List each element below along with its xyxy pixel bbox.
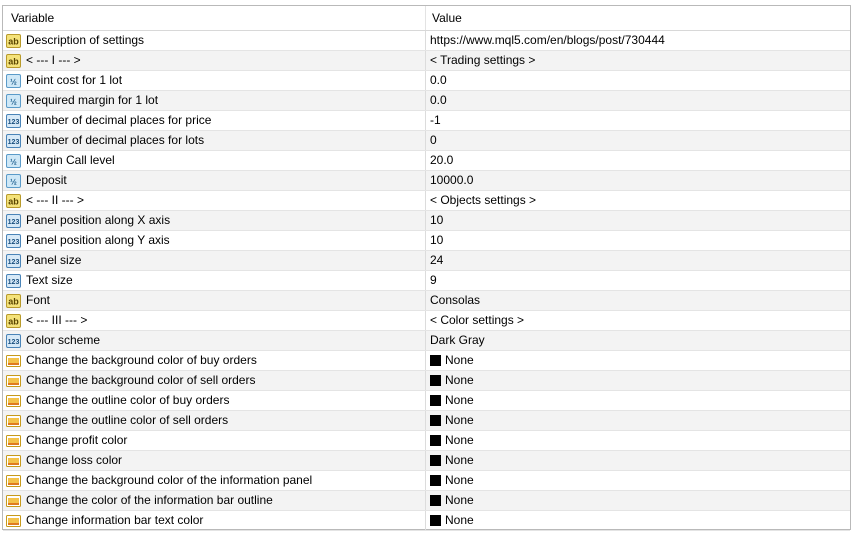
table-row[interactable] (3, 431, 850, 451)
table-row[interactable] (3, 311, 850, 331)
variable-cell[interactable] (3, 151, 426, 170)
value-text: None (445, 373, 474, 387)
variable-cell[interactable] (3, 491, 426, 510)
variable-cell[interactable] (3, 431, 426, 450)
v2-icon (6, 174, 21, 188)
variable-cell[interactable] (3, 31, 426, 50)
color-swatch[interactable] (430, 495, 441, 506)
variable-label: Panel position along X axis (26, 213, 171, 227)
variable-label: Color scheme (26, 333, 101, 347)
svg-text:½: ½ (10, 97, 17, 106)
variable-label: Change the background color of buy orders (26, 353, 257, 367)
variable-cell[interactable] (3, 451, 426, 470)
variable-cell[interactable] (3, 51, 426, 70)
value-cell[interactable] (426, 191, 850, 210)
svg-text:123: 123 (7, 138, 20, 146)
variable-label: Margin Call level (26, 153, 115, 167)
variable-cell[interactable] (3, 251, 426, 270)
grid-header (3, 6, 850, 31)
variable-label: Change information bar text color (26, 513, 204, 527)
value-cell[interactable] (426, 111, 850, 130)
ab-icon (6, 54, 21, 68)
svg-text:123: 123 (7, 278, 20, 286)
table-row[interactable] (3, 191, 850, 211)
123-icon (6, 214, 21, 228)
table-row[interactable] (3, 91, 850, 111)
column-header-value[interactable]: Value (432, 11, 462, 25)
123-icon (6, 334, 21, 348)
value-text: < Color settings > (430, 313, 525, 327)
ab-icon (6, 34, 21, 48)
value-cell[interactable] (426, 491, 850, 510)
value-cell[interactable] (426, 311, 850, 330)
variable-cell[interactable] (3, 271, 426, 290)
variable-cell[interactable] (3, 311, 426, 330)
color-icon (6, 514, 21, 528)
color-swatch[interactable] (430, 395, 441, 406)
table-row[interactable] (3, 231, 850, 251)
variable-cell[interactable] (3, 371, 426, 390)
variable-cell[interactable] (3, 131, 426, 150)
value-text: None (445, 433, 474, 447)
variable-cell[interactable] (3, 211, 426, 230)
variable-label: Panel position along Y axis (26, 233, 170, 247)
variable-cell[interactable] (3, 331, 426, 350)
variable-cell[interactable] (3, 471, 426, 490)
variable-label: < --- III --- > (26, 313, 88, 327)
value-text: 10 (430, 233, 444, 247)
value-text: 20.0 (430, 153, 454, 167)
variable-cell[interactable] (3, 391, 426, 410)
table-row[interactable] (3, 331, 850, 351)
v2-icon (6, 94, 21, 108)
value-text: None (445, 473, 474, 487)
variable-cell[interactable] (3, 91, 426, 110)
value-cell[interactable] (426, 331, 850, 350)
value-cell[interactable] (426, 511, 850, 530)
variable-label: Number of decimal places for price (26, 113, 212, 127)
variable-label: Number of decimal places for lots (26, 133, 205, 147)
123-icon (6, 114, 21, 128)
table-row[interactable] (3, 451, 850, 471)
variable-label: Font (26, 293, 51, 307)
value-cell[interactable] (426, 291, 850, 310)
svg-text:123: 123 (7, 338, 20, 346)
table-row[interactable] (3, 271, 850, 291)
value-text: None (445, 513, 474, 527)
svg-text:123: 123 (7, 118, 20, 126)
123-icon (6, 254, 21, 268)
color-icon (6, 474, 21, 488)
value-cell[interactable] (426, 51, 850, 70)
variable-label: Change the color of the information bar outline (26, 493, 273, 507)
table-row[interactable] (3, 511, 850, 531)
variable-label: Panel size (26, 253, 82, 267)
variable-label: Change the outline color of buy orders (26, 393, 230, 407)
variable-label: Required margin for 1 lot (26, 93, 159, 107)
color-swatch[interactable] (430, 515, 441, 526)
value-cell[interactable] (426, 231, 850, 250)
value-text: Consolas (430, 293, 481, 307)
color-swatch[interactable] (430, 455, 441, 466)
value-text: 0.0 (430, 93, 447, 107)
variable-cell[interactable] (3, 291, 426, 310)
variable-label: Change the outline color of sell orders (26, 413, 229, 427)
value-text: None (445, 413, 474, 427)
value-cell[interactable] (426, 31, 850, 50)
value-cell[interactable] (426, 411, 850, 430)
variable-cell[interactable] (3, 231, 426, 250)
value-text: < Trading settings > (430, 53, 536, 67)
variable-label: Change profit color (26, 433, 128, 447)
value-cell[interactable] (426, 91, 850, 110)
value-text: 9 (430, 273, 437, 287)
table-row[interactable] (3, 411, 850, 431)
variable-cell[interactable] (3, 191, 426, 210)
svg-text:123: 123 (7, 258, 20, 266)
value-cell[interactable] (426, 251, 850, 270)
value-cell[interactable] (426, 71, 850, 90)
table-row[interactable] (3, 371, 850, 391)
value-text: 24 (430, 253, 444, 267)
grid-rows (3, 31, 850, 531)
value-cell[interactable] (426, 471, 850, 490)
svg-text:ab: ab (8, 316, 19, 326)
variable-cell[interactable] (3, 71, 426, 90)
value-text: Dark Gray (430, 333, 485, 347)
table-row[interactable] (3, 131, 850, 151)
variable-label: Change the background color of the information panel (26, 473, 313, 487)
123-icon (6, 234, 21, 248)
variable-cell[interactable] (3, 411, 426, 430)
table-row[interactable] (3, 471, 850, 491)
color-swatch[interactable] (430, 475, 441, 486)
variable-cell[interactable] (3, 111, 426, 130)
svg-text:½: ½ (10, 77, 17, 86)
variable-label: < --- I --- > (26, 53, 81, 67)
value-text: None (445, 453, 474, 467)
value-cell[interactable] (426, 391, 850, 410)
table-row[interactable] (3, 351, 850, 371)
value-cell[interactable] (426, 351, 850, 370)
value-text: None (445, 393, 474, 407)
table-row[interactable] (3, 51, 850, 71)
value-cell[interactable] (426, 431, 850, 450)
v2-icon (6, 154, 21, 168)
value-cell[interactable] (426, 131, 850, 150)
table-row[interactable] (3, 71, 850, 91)
value-cell[interactable] (426, 371, 850, 390)
value-text: 0 (430, 133, 437, 147)
value-text: 10 (430, 213, 444, 227)
color-icon (6, 494, 21, 508)
table-row[interactable] (3, 211, 850, 231)
variable-label: < --- II --- > (26, 193, 84, 207)
table-row[interactable] (3, 151, 850, 171)
table-row[interactable] (3, 111, 850, 131)
color-icon (6, 374, 21, 388)
value-cell[interactable] (426, 211, 850, 230)
svg-text:ab: ab (8, 36, 19, 46)
123-icon (6, 134, 21, 148)
value-cell[interactable] (426, 171, 850, 190)
svg-text:ab: ab (8, 296, 19, 306)
svg-text:½: ½ (10, 177, 17, 186)
value-cell[interactable] (426, 451, 850, 470)
svg-text:123: 123 (7, 238, 20, 246)
variable-cell[interactable] (3, 171, 426, 190)
value-text: None (445, 353, 474, 367)
value-text: None (445, 493, 474, 507)
svg-text:ab: ab (8, 196, 19, 206)
variable-label: Deposit (26, 173, 67, 187)
variable-label: Point cost for 1 lot (26, 73, 123, 87)
color-icon (6, 454, 21, 468)
variable-cell[interactable] (3, 511, 426, 530)
svg-text:ab: ab (8, 56, 19, 66)
color-icon (6, 414, 21, 428)
settings-grid (2, 5, 851, 530)
value-cell[interactable] (426, 151, 850, 170)
color-swatch[interactable] (430, 415, 441, 426)
color-icon (6, 434, 21, 448)
ab-icon (6, 194, 21, 208)
color-swatch[interactable] (430, 375, 441, 386)
svg-text:½: ½ (10, 157, 17, 166)
variable-label: Change loss color (26, 453, 123, 467)
value-text: https://www.mql5.com/en/blogs/post/730444 (430, 33, 665, 47)
table-row[interactable] (3, 251, 850, 271)
v2-icon (6, 74, 21, 88)
value-cell[interactable] (426, 271, 850, 290)
value-text: 0.0 (430, 73, 447, 87)
value-text: < Objects settings > (430, 193, 537, 207)
column-header-variable[interactable]: Variable (3, 6, 426, 30)
color-icon (6, 394, 21, 408)
variable-label: Text size (26, 273, 73, 287)
variable-label: Description of settings (26, 33, 145, 47)
table-row[interactable] (3, 171, 850, 191)
color-swatch[interactable] (430, 435, 441, 446)
table-row[interactable] (3, 391, 850, 411)
color-icon (6, 354, 21, 368)
color-swatch[interactable] (430, 355, 441, 366)
value-text: 10000.0 (430, 173, 474, 187)
table-row[interactable] (3, 31, 850, 51)
svg-text:123: 123 (7, 218, 20, 226)
table-row[interactable] (3, 291, 850, 311)
123-icon (6, 274, 21, 288)
variable-cell[interactable] (3, 351, 426, 370)
ab-icon (6, 314, 21, 328)
table-row[interactable] (3, 491, 850, 511)
value-text: -1 (430, 113, 441, 127)
ab-icon (6, 294, 21, 308)
variable-label: Change the background color of sell orders (26, 373, 256, 387)
